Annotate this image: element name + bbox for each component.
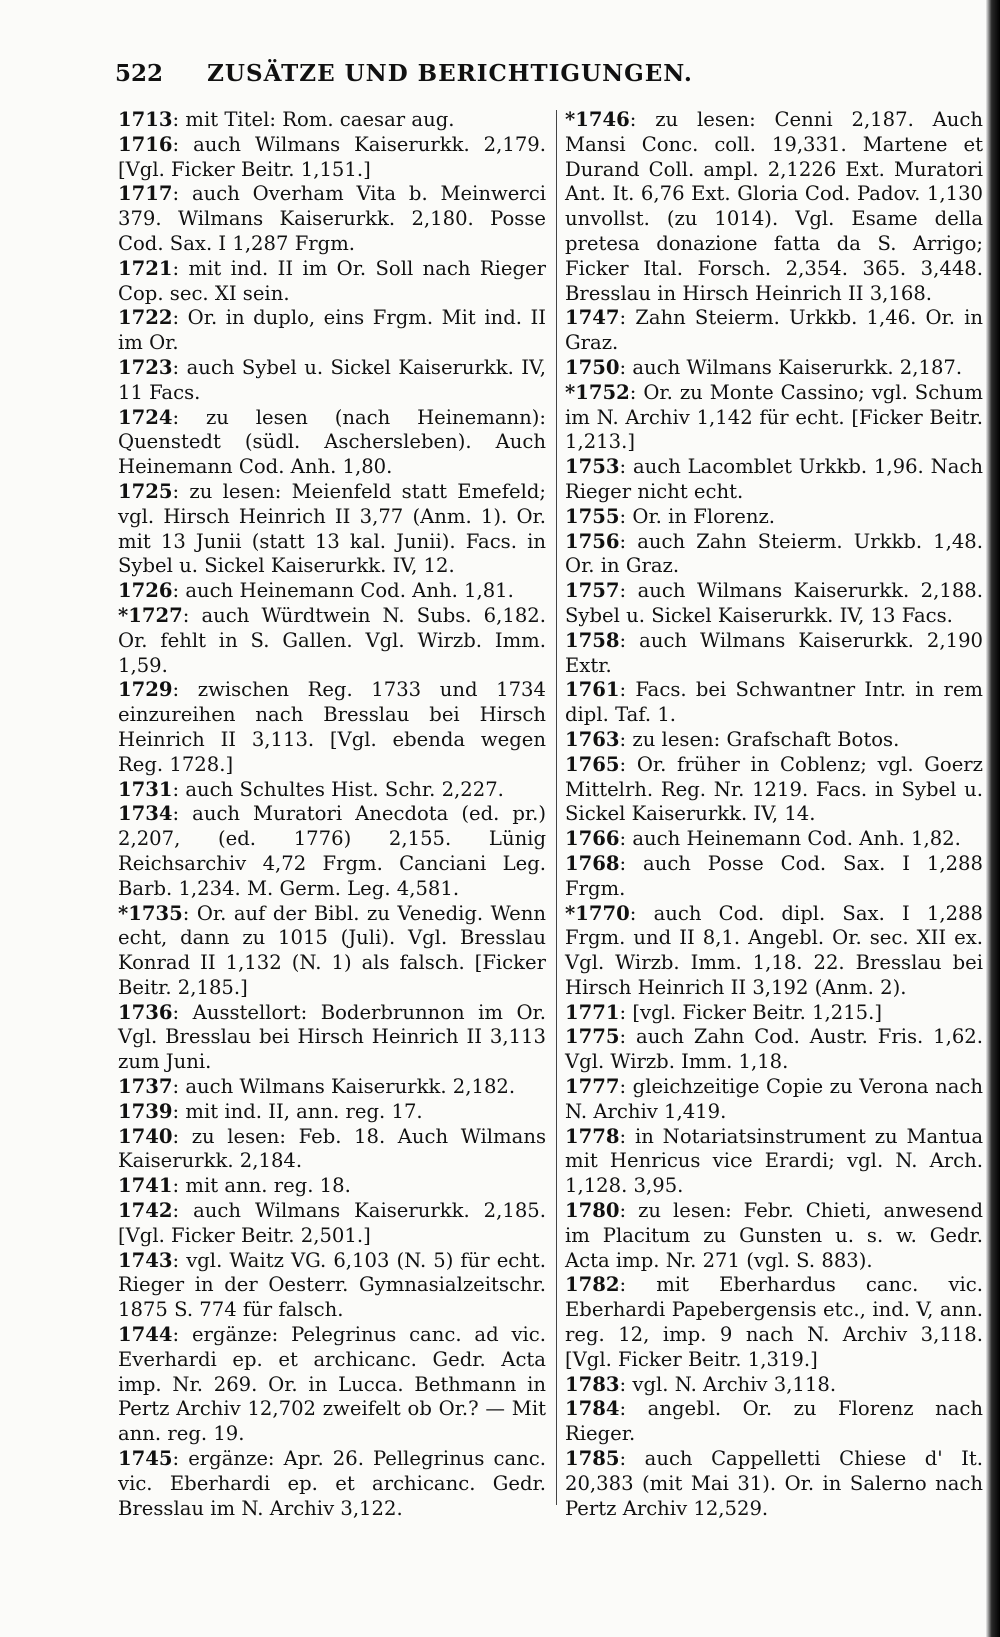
entry-text: : ergänze: Apr. 26. Pellegrinus canc. vic. Eberhardi ep. et archicanc. Gedr. Bresslau im N. Archiv 3,122.	[118, 1447, 546, 1520]
entry-text: : mit Eberhardus canc. vic. Eberhardi Papebergensis etc., ind. V, ann. reg. 12, imp. 9 nach N. Archiv 3,118. [Vgl. Ficker Beitr. 1,319.]	[565, 1273, 983, 1371]
entry-text: : vgl. N. Archiv 3,118.	[619, 1372, 837, 1396]
entry-text: : auch Schultes Hist. Schr. 2,227.	[172, 777, 504, 801]
entry-number: 1713	[118, 108, 173, 131]
register-entry	[118, 1100, 546, 1125]
entry-text: : Or. auf der Bibl. zu Venedig. Wenn echt, dann zu 1015 (Juli). Vgl. Bresslau Konrad II 1,132 (N. 1) als falsch. [Ficker Beitr. 2,185.]	[118, 901, 546, 999]
entry-number: 1739	[118, 1099, 173, 1123]
entry-number: 1785	[565, 1447, 620, 1471]
entry-text: : auch Zahn Steierm. Urkkb. 1,48. Or. in Graz.	[565, 529, 983, 578]
register-entry	[565, 902, 983, 1001]
running-title: ZUSÄTZE UND BERICHTIGUNGEN.	[207, 60, 693, 87]
column-divider	[556, 110, 557, 1505]
entry-text: : mit ind. II, ann. reg. 17.	[172, 1099, 423, 1123]
entry-number: *1735	[118, 901, 183, 925]
entry-text: : zwischen Reg. 1733 und 1734 einzureihen nach Bresslau bei Hirsch Heinrich II 3,113. [Vgl. ebenda wegen Reg. 1728.]	[118, 678, 546, 776]
entry-number: 1755	[565, 504, 620, 528]
register-entry	[118, 1075, 546, 1100]
entry-number: *1770	[565, 901, 630, 925]
entry-number: 1761	[565, 678, 620, 702]
register-entry	[118, 480, 546, 579]
register-entry	[118, 1249, 546, 1323]
entry-text: : Zahn Steierm. Urkkb. 1,46. Or. in Graz.	[565, 306, 983, 355]
entry-text: : auch Sybel u. Sickel Kaiserurkk. IV, 11 Facs.	[118, 355, 546, 404]
register-entry	[565, 852, 983, 902]
entry-number: 1731	[118, 777, 173, 801]
entry-text: : auch Wilmans Kaiserurkk. 2,179. [Vgl. Ficker Beitr. 1,151.]	[118, 132, 546, 181]
register-entry	[118, 1323, 546, 1447]
entry-number: 1722	[118, 306, 173, 330]
register-entry	[118, 902, 546, 1001]
entry-number: 1784	[565, 1397, 620, 1421]
entry-number: 1756	[565, 529, 620, 553]
left-column	[118, 108, 546, 1521]
entry-number: 1743	[118, 1248, 173, 1272]
entry-text: : vgl. Waitz VG. 6,103 (N. 5) für echt. Rieger in der Oesterr. Gymnasialzeitschr. 1875 S. 774 für falsch.	[118, 1248, 546, 1322]
entry-text: : auch Wilmans Kaiserurkk. 2,187.	[619, 355, 963, 379]
entry-number: 1724	[118, 405, 173, 429]
register-entry	[118, 1447, 546, 1521]
entry-number: 1771	[565, 1000, 620, 1024]
entry-text: : zu lesen (nach Heinemann): Quenstedt (südl. Aschersleben). Auch Heinemann Cod. Anh. 1,80.	[118, 405, 546, 479]
entry-number: 1775	[565, 1025, 620, 1049]
entry-text: : auch Zahn Cod. Austr. Fris. 1,62. Vgl. Wirzb. Imm. 1,18.	[565, 1025, 983, 1074]
register-entry	[565, 678, 983, 728]
entry-text: : auch Cod. dipl. Sax. I 1,288 Frgm. und II 8,1. Angebl. Or. sec. XII ex. Vgl. Wirzb. Imm. 1,18. 22. Bresslau bei Hirsch Heinrich II 3,192 (Anm. 2).	[565, 901, 983, 999]
entry-number: 1765	[565, 752, 620, 776]
entry-number: 1763	[565, 727, 620, 751]
entry-text: : Ausstellort: Boderbrunnon im Or. Vgl. Bresslau bei Hirsch Heinrich II 3,113 zum Juni.	[118, 1000, 546, 1074]
entry-text: : Or. in Florenz.	[619, 504, 776, 528]
right-column	[565, 108, 983, 1521]
entry-text: : auch Wilmans Kaiserurkk. 2,182.	[172, 1075, 516, 1099]
entry-text: : zu lesen: Feb. 18. Auch Wilmans Kaiserurkk. 2,184.	[118, 1124, 546, 1173]
register-entry	[118, 778, 546, 803]
entry-text: : auch Cappelletti Chiese d' It. 20,383 (mit Mai 31). Or. in Salerno nach Pertz Archiv 12,529.	[565, 1447, 983, 1520]
entry-text: : auch Wilmans Kaiserurkk. 2,188. Sybel u. Sickel Kaiserurkk. IV, 13 Facs.	[565, 579, 983, 627]
register-entry	[118, 133, 546, 183]
entry-text: : zu lesen: Cenni 2,187. Auch Mansi Conc. coll. 19,331. Martene et Durand Coll. ampl. 2,1226 Ext. Muratori Ant. It. 6,76 Ext. Gloria Cod. Padov. 1,130 unvollst. (zu 1014). Vgl. Esame della pretesa donazione fatta da S. Arrigo; Ficker Ital. Forsch. 2,354. 365. 3,448. Bresslau in Hirsch Heinrich II 3,168.	[565, 108, 983, 305]
entry-text: : mit ann. reg. 18.	[172, 1174, 351, 1198]
register-entry	[118, 257, 546, 307]
register-entry	[565, 1373, 983, 1398]
register-entry	[118, 604, 546, 678]
entry-number: 1782	[565, 1273, 620, 1297]
entry-text: : in Notariatsinstrument zu Mantua mit Henricus vice Erardi; vgl. N. Arch. 1,128. 3,95.	[565, 1124, 983, 1198]
entry-number: 1745	[118, 1447, 173, 1471]
register-entry	[118, 108, 546, 133]
entry-text: : angebl. Or. zu Florenz nach Rieger.	[565, 1397, 983, 1446]
entry-number: 1726	[118, 579, 173, 603]
entry-number: 1768	[565, 851, 620, 875]
entry-number: *1752	[565, 380, 630, 404]
entry-text: : auch Heinemann Cod. Anh. 1,82.	[619, 827, 961, 851]
register-entry	[565, 1001, 983, 1026]
register-entry	[565, 1075, 983, 1125]
register-entry	[118, 1125, 546, 1175]
entry-text: : auch Wilmans Kaiserurkk. 2,185. [Vgl. Ficker Beitr. 2,501.]	[118, 1199, 546, 1247]
entry-text: : ergänze: Pelegrinus canc. ad vic. Everhardi ep. et archicanc. Gedr. Acta imp. Nr. 269. Or. in Lucca. Bethmann in Pertz Archiv 12,702 zweifelt ob Or.? — Mit ann. reg. 19.	[118, 1323, 546, 1446]
register-entry	[118, 802, 546, 901]
entry-text: : Or. zu Monte Cassino; vgl. Schum im N. Archiv 1,142 für echt. [Ficker Beitr. 1,213.]	[565, 380, 983, 454]
register-entry	[565, 108, 983, 306]
entry-text: : zu lesen: Febr. Chieti, anwesend im Placitum zu Gunsten u. s. w. Gedr. Acta imp. Nr. 271 (vgl. S. 883).	[565, 1199, 983, 1272]
register-entry	[565, 381, 983, 455]
entry-number: *1727	[118, 603, 183, 627]
register-entry	[565, 579, 983, 629]
entry-number: 1757	[565, 579, 620, 603]
register-entry	[565, 306, 983, 356]
entry-number: 1742	[118, 1199, 173, 1223]
entry-number: 1783	[565, 1372, 620, 1396]
entry-text: : Or. früher in Coblenz; vgl. Goerz Mittelrh. Reg. Nr. 1219. Facs. in Sybel u. Sickel Kaiserurkk. IV, 14.	[565, 752, 983, 826]
entry-number: 1766	[565, 827, 620, 851]
entry-text: : gleichzeitige Copie zu Verona nach N. Archiv 1,419.	[565, 1075, 983, 1123]
register-entry	[565, 1273, 983, 1372]
entry-number: 1725	[118, 479, 173, 503]
entry-text: : auch Posse Cod. Sax. I 1,288 Frgm.	[565, 851, 983, 900]
entry-number: 1717	[118, 182, 173, 206]
entry-number: 1744	[118, 1323, 173, 1347]
entry-number: 1734	[118, 802, 173, 826]
register-entry	[118, 1001, 546, 1075]
entry-number: 1758	[565, 628, 620, 652]
entry-number: 1721	[118, 256, 173, 280]
page-edge-shadow	[986, 0, 1000, 1637]
entry-text: : Or. in duplo, eins Frgm. Mit ind. II im Or.	[118, 306, 546, 355]
register-entry	[565, 1125, 983, 1199]
entry-number: 1740	[118, 1124, 173, 1148]
register-entry	[565, 356, 983, 381]
entry-text: : auch Würdtwein N. Subs. 6,182. Or. fehlt in S. Gallen. Vgl. Wirzb. Imm. 1,59.	[118, 603, 546, 677]
entry-text: : zu lesen: Meienfeld statt Emefeld; vgl. Hirsch Heinrich II 3,77 (Anm. 1). Or. mit 13 Junii (statt 13 kal. Junii). Facs. in Sybel u. Sickel Kaiserurkk. IV, 12.	[118, 479, 546, 578]
register-entry	[565, 455, 983, 505]
entry-text: : auch Lacomblet Urkkb. 1,96. Nach Rieger nicht echt.	[565, 455, 983, 503]
entry-text: : [vgl. Ficker Beitr. 1,215.]	[619, 1000, 883, 1024]
register-entry	[565, 505, 983, 530]
entry-text: : auch Overham Vita b. Meinwerci 379. Wilmans Kaiserurkk. 2,180. Posse Cod. Sax. I 1,287 Frgm.	[118, 182, 546, 255]
register-entry	[118, 182, 546, 256]
entry-number: 1737	[118, 1075, 173, 1099]
entry-text: : auch Heinemann Cod. Anh. 1,81.	[172, 579, 514, 603]
entry-text: : auch Wilmans Kaiserurkk. 2,190 Extr.	[565, 628, 983, 677]
register-entry	[565, 530, 983, 580]
register-entry	[565, 1199, 983, 1273]
entry-number: 1723	[118, 355, 173, 379]
register-entry	[118, 306, 546, 356]
entry-number: *1746	[565, 108, 630, 131]
register-entry	[565, 1025, 983, 1075]
entry-number: 1753	[565, 455, 620, 479]
entry-number: 1778	[565, 1124, 620, 1148]
register-entry	[565, 753, 983, 827]
entry-number: 1780	[565, 1199, 620, 1223]
entry-text: : Facs. bei Schwantner Intr. in rem dipl. Taf. 1.	[565, 678, 983, 727]
entry-number: 1729	[118, 678, 173, 702]
register-entry	[565, 629, 983, 679]
register-entry	[118, 579, 546, 604]
page-header	[115, 60, 785, 100]
register-entry	[118, 406, 546, 480]
entry-text: : zu lesen: Grafschaft Botos.	[619, 727, 900, 751]
entry-number: 1747	[565, 306, 620, 330]
register-entry	[118, 1199, 546, 1249]
register-entry	[118, 356, 546, 406]
page-number: 522	[115, 60, 164, 87]
register-entry	[565, 1447, 983, 1521]
entry-number: 1777	[565, 1075, 620, 1099]
entry-number: 1736	[118, 1000, 173, 1024]
entry-text: : auch Muratori Anecdota (ed. pr.) 2,207, (ed. 1776) 2,155. Lünig Reichsarchiv 4,72 Frgm. Canciani Leg. Barb. 1,234. M. Germ. Leg. 4,581.	[118, 802, 546, 900]
entry-text: : mit ind. II im Or. Soll nach Rieger Cop. sec. XI sein.	[118, 256, 546, 305]
entry-number: 1741	[118, 1174, 173, 1198]
register-entry	[118, 678, 546, 777]
register-entry	[118, 1174, 546, 1199]
entry-number: 1716	[118, 132, 173, 156]
entry-number: 1750	[565, 355, 620, 379]
register-entry	[565, 827, 983, 852]
entry-text: : mit Titel: Rom. caesar aug.	[172, 108, 455, 131]
register-entry	[565, 728, 983, 753]
register-entry	[565, 1397, 983, 1447]
